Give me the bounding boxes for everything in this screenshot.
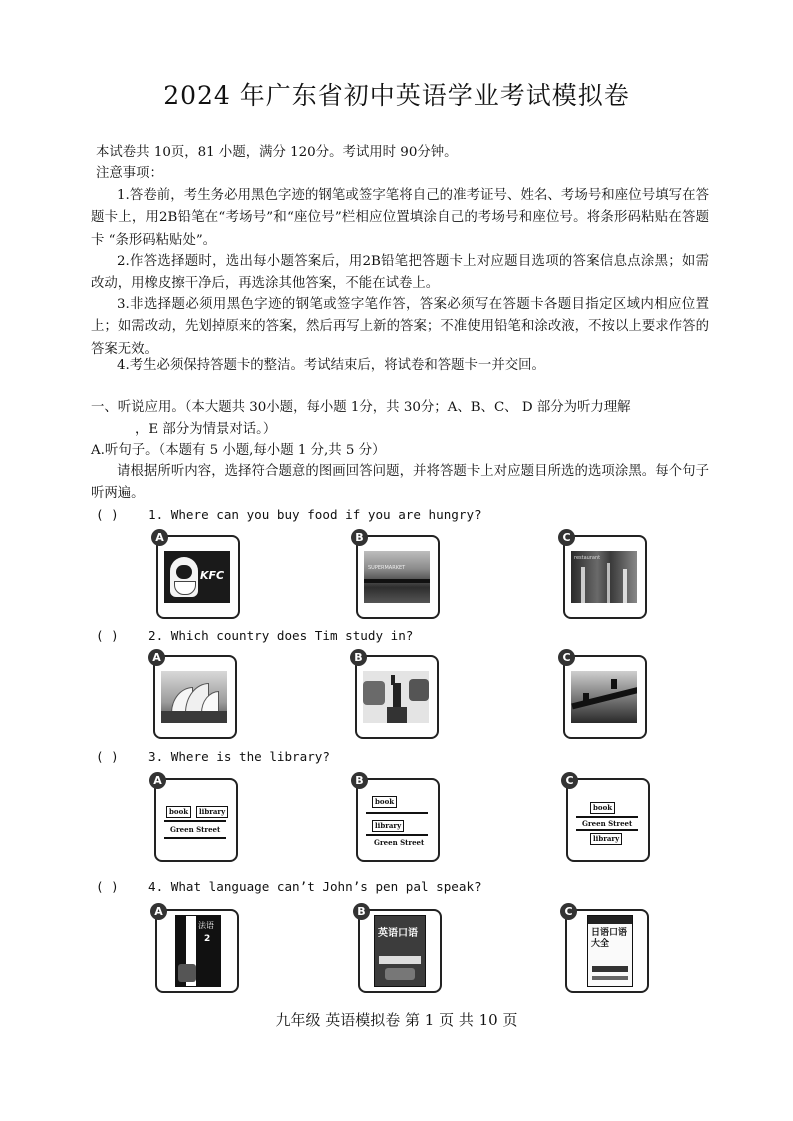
notice-item-2: 2.作答选择题时，选出每小题答案后，用2B铅笔把答题卡上对应题目选项的答案信息点涂黑；如需改动，用橡皮擦干净后，再选涂其他答案，不能在试卷上。 bbox=[91, 254, 709, 292]
street-line bbox=[366, 834, 428, 836]
book-sign: book bbox=[166, 806, 191, 818]
street-line bbox=[164, 837, 226, 839]
notice-item-4: 4.考生必须保持答题卡的整洁。考试结束后，将试卷和答题卡一并交回。 bbox=[117, 358, 545, 373]
page-footer: 九年级 英语模拟卷 第 1 页 共 10 页 bbox=[275, 1011, 518, 1029]
intro-line: 本试卷共 10页，81 小题，满分 120分。考试用时 90分钟。 bbox=[96, 145, 458, 160]
answer-blank[interactable]: ( ) bbox=[96, 749, 119, 764]
q3-option-c[interactable] bbox=[565, 774, 650, 862]
part-a-heading: A.听句子。（本题有 5 小题,每小题 1 分,共 5 分） bbox=[91, 443, 386, 458]
great-wall-image bbox=[571, 671, 637, 723]
street-name: Green Street bbox=[170, 825, 221, 834]
question-text: 2. Which country does Tim study in? bbox=[148, 628, 414, 643]
question-text: 4. What language can’t John’s pen pal speak? bbox=[148, 879, 482, 894]
supermarket-image bbox=[364, 551, 430, 603]
book-sign: book bbox=[590, 802, 615, 814]
notice-item-1: 1.答卷前，考生务必用黑色字迹的钢笔或签字笔将自己的准考证号、姓名、考场号和座位号填写在答题卡上，用2B铅笔在“考场号”和“座位号”栏相应位置填涂自己的考场号和座位号。将条形码粘贴在答题卡 “条形码粘贴处”。 bbox=[91, 188, 709, 248]
restaurant-sign: restaurant bbox=[574, 555, 601, 561]
q1-option-a[interactable] bbox=[155, 531, 240, 619]
q3-option-a[interactable] bbox=[153, 774, 238, 862]
option-label: B bbox=[351, 529, 368, 546]
street-name: Green Street bbox=[374, 838, 425, 847]
street-line bbox=[576, 829, 638, 831]
question-2 bbox=[96, 628, 413, 643]
street-line bbox=[366, 812, 428, 814]
notice-item-3: 3.非选择题必须用黑色字迹的钢笔或签字笔作答，答案必须写在答题卡各题目指定区域内相应位置上；如需改动，先划掉原来的答案，然后再写上新的答案；不准使用铅笔和涂改液，不按以上要求作答的答案无效。 bbox=[91, 297, 709, 357]
restaurant-image bbox=[571, 551, 637, 603]
library-sign: library bbox=[590, 833, 622, 845]
english-book-cover bbox=[374, 915, 426, 987]
option-label: A bbox=[151, 529, 168, 546]
french-book-cover bbox=[175, 915, 221, 987]
option-label: C bbox=[561, 772, 578, 789]
notice-heading: 注意事项： bbox=[96, 166, 163, 181]
option-label: A bbox=[149, 772, 166, 789]
question-3 bbox=[96, 749, 330, 764]
q2-option-c[interactable] bbox=[562, 651, 647, 739]
option-label: C bbox=[558, 649, 575, 666]
book-volume: 2 bbox=[204, 934, 211, 944]
question-text: 3. Where is the library? bbox=[148, 749, 330, 764]
sydney-opera-house-image bbox=[161, 671, 227, 723]
library-sign: library bbox=[196, 806, 228, 818]
q1-option-c[interactable] bbox=[562, 531, 647, 619]
page-title: 2024 年广东省初中英语学业考试模拟卷 bbox=[163, 81, 630, 110]
question-4 bbox=[96, 879, 482, 894]
supermarket-sign: SUPERMARKET bbox=[368, 565, 406, 571]
question-text: 1. Where can you buy food if you are hungry? bbox=[148, 507, 482, 522]
kfc-logo-image bbox=[164, 551, 230, 603]
kfc-text: KFC bbox=[200, 569, 225, 582]
option-label: A bbox=[150, 903, 167, 920]
book-title: 日语口语大全 bbox=[591, 928, 628, 949]
answer-blank[interactable]: ( ) bbox=[96, 879, 119, 894]
option-label: B bbox=[351, 772, 368, 789]
option-label: C bbox=[558, 529, 575, 546]
street-line bbox=[576, 816, 638, 818]
book-title: 法语 bbox=[198, 921, 214, 930]
answer-blank[interactable]: ( ) bbox=[96, 628, 119, 643]
book-title: 英语口语 bbox=[378, 928, 418, 939]
q2-option-a[interactable] bbox=[152, 651, 237, 739]
q1-option-b[interactable] bbox=[355, 531, 440, 619]
option-label: A bbox=[148, 649, 165, 666]
q4-option-a[interactable] bbox=[154, 905, 239, 993]
japanese-book-cover bbox=[587, 915, 633, 987]
library-sign: library bbox=[372, 820, 404, 832]
part-a-instructions: 请根据所听内容，选择符合题意的图画回答问题，并将答题卡上对应题目所选的选项涂黑。每个句子听两遍。 bbox=[91, 464, 709, 502]
q2-option-b[interactable] bbox=[354, 651, 439, 739]
street-name: Green Street bbox=[582, 819, 633, 828]
answer-blank[interactable]: ( ) bbox=[96, 507, 119, 522]
option-label: B bbox=[353, 903, 370, 920]
section-heading: 一、听说应用。（本大题共 30小题，每小题 1分，共 30分；A、B、C、 D 部分为听力理解 bbox=[91, 400, 631, 415]
section-heading-cont: ，E 部分为情景对话。） bbox=[135, 422, 277, 437]
statue-of-liberty-image bbox=[363, 671, 429, 723]
option-label: C bbox=[560, 903, 577, 920]
q3-option-b[interactable] bbox=[355, 774, 440, 862]
street-line bbox=[164, 820, 226, 822]
option-label: B bbox=[350, 649, 367, 666]
question-1 bbox=[96, 507, 482, 522]
book-sign: book bbox=[372, 796, 397, 808]
q4-option-c[interactable] bbox=[564, 905, 649, 993]
q4-option-b[interactable] bbox=[357, 905, 442, 993]
